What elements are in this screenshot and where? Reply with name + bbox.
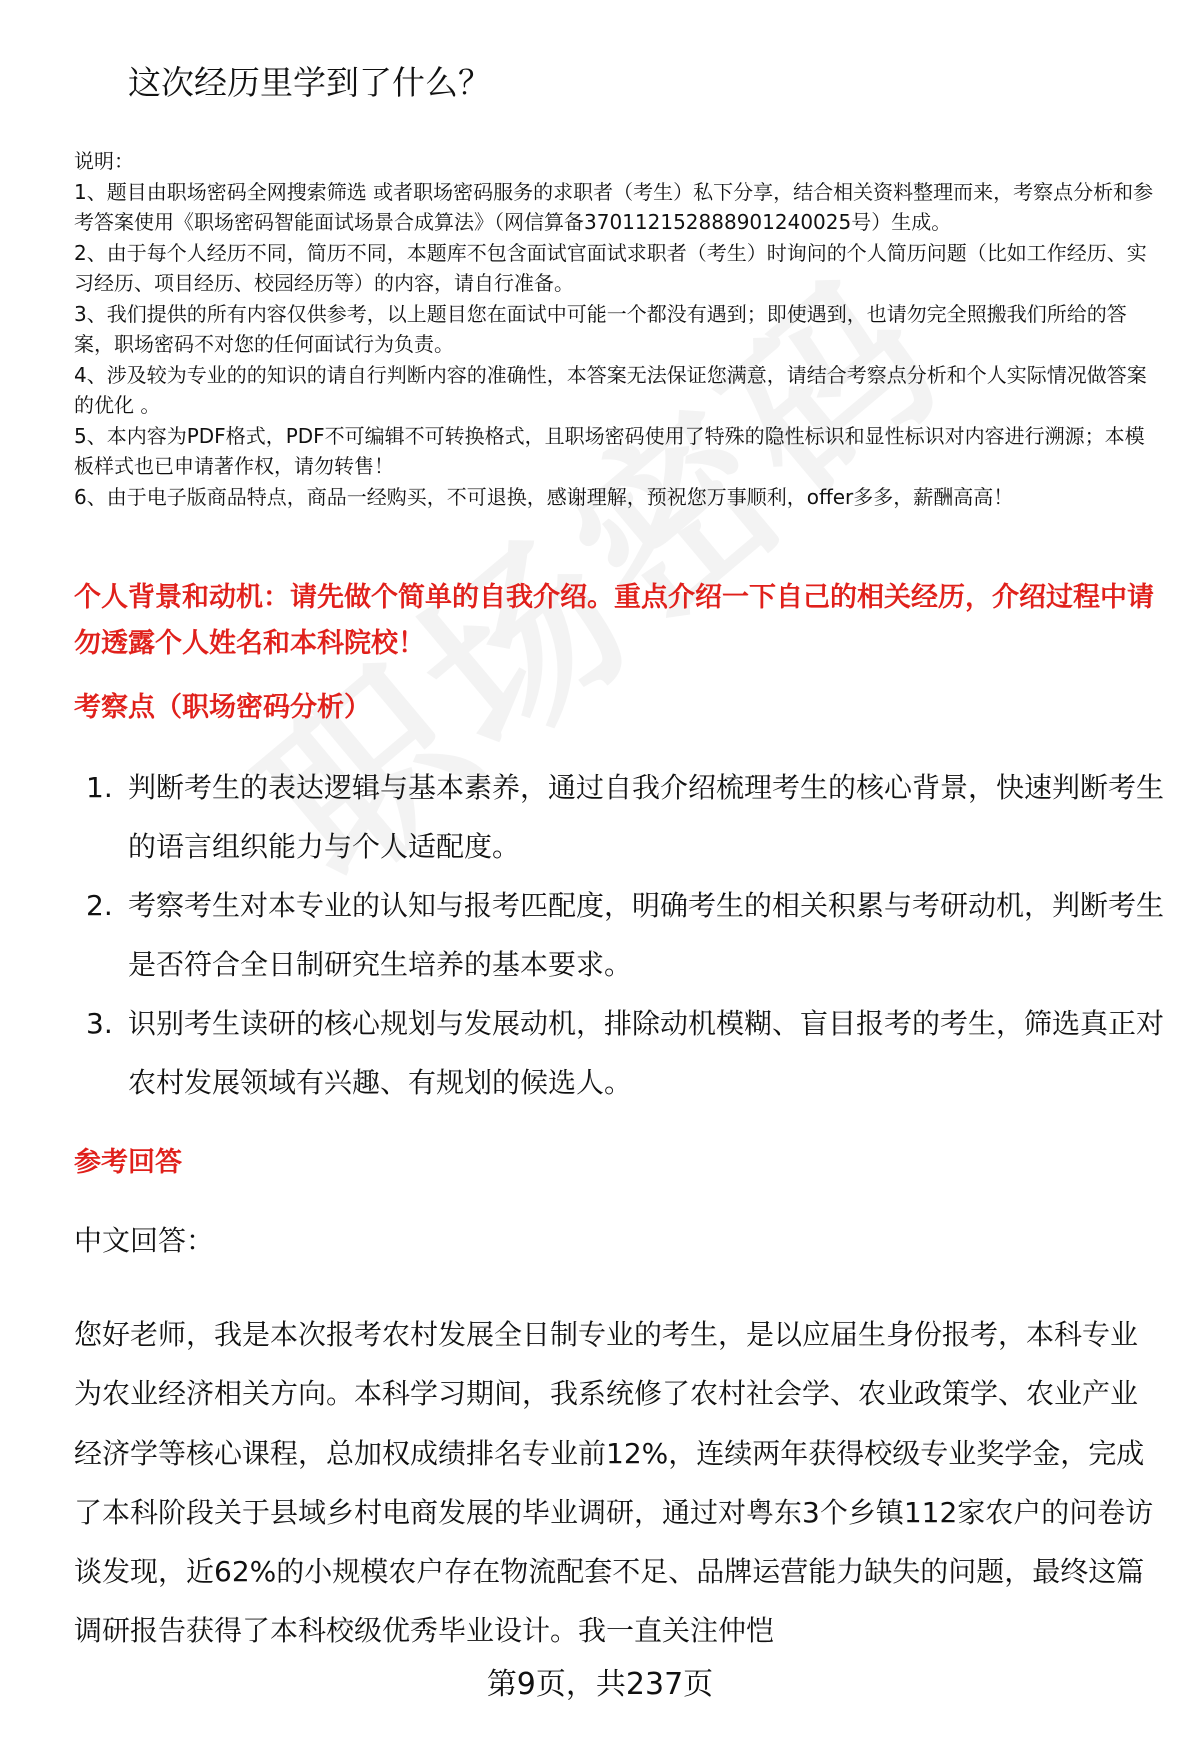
reference-answer-heading: 参考回答 <box>74 1147 182 1178</box>
analysis-point-text: 判断考生的表达逻辑与基本素养，通过自我介绍梳理考生的核心背景，快速判断考生的语言组织能力与个人适配度。 <box>128 771 1165 863</box>
analysis-point-number: 2. <box>86 889 113 922</box>
analysis-point-number: 3. <box>86 1007 113 1040</box>
page-number-footer: 第9页，共237页 <box>486 1667 714 1702</box>
notes-label: 说明： <box>74 149 134 173</box>
analysis-point-text: 考察考生对本专业的认知与报考匹配度，明确考生的相关积累与考研动机，判断考生是否符合全日制研究生培养的基本要求。 <box>128 889 1165 981</box>
intro-question-heading: 个人背景和动机：请先做个简单的自我介绍。重点介绍一下自己的相关经历，介绍过程中请勿透露个人姓名和本科院校！ <box>74 582 1154 659</box>
analysis-point <box>74 758 1164 876</box>
analysis-point <box>74 994 1164 1112</box>
analysis-point-text: 识别考生读研的核心规划与发展动机，排除动机模糊、盲目报考的考生，筛选真正对农村发展领域有兴趣、有规划的候选人。 <box>128 1007 1165 1099</box>
notes-section <box>74 146 1154 512</box>
note-item-4: 4、涉及较为专业的的知识的请自行判断内容的准确性，本答案无法保证您满意，请结合考察点分析和个人实际情况做答案的优化 。 <box>74 362 1147 417</box>
note-item-3: 3、我们提供的所有内容仅供参考，以上题目您在面试中可能一个都没有遇到；即使遇到，也请勿完全照搬我们所给的答案，职场密码不对您的任何面试行为负责。 <box>74 301 1127 356</box>
answer-language-label: 中文回答： <box>74 1224 215 1257</box>
note-item-6: 6、由于电子版商品特点，商品一经购买，不可退换，感谢理解，预祝您万事顺利，offer多多，薪酬高高！ <box>74 484 1014 509</box>
note-item-2: 2、由于每个人经历不同，简历不同，本题库不包含面试官面试求职者（考生）时询问的个人简历问题（比如工作经历、实习经历、项目经历、校园经历等）的内容，请自行准备。 <box>74 240 1147 295</box>
note-item-1: 1、题目由职场密码全网搜索筛选 或者职场密码服务的求职者（考生）私下分享，结合相关资料整理而来，考察点分析和参考答案使用《职场密码智能面试场景合成算法》（网信算备370112152888901240025号）生成。 <box>74 179 1154 234</box>
analysis-points-list <box>74 758 1164 1112</box>
analysis-point <box>74 876 1164 994</box>
interview-question-title: 这次经历里学到了什么？ <box>128 63 491 102</box>
analysis-point-number: 1. <box>86 771 113 804</box>
note-item-5: 5、本内容为PDF格式，PDF不可编辑不可转换格式，且职场密码使用了特殊的隐性标识和显性标识对内容进行溯源；本模板样式也已申请著作权，请勿转售！ <box>74 423 1145 478</box>
answer-body-text: 您好老师，我是本次报考农村发展全日制专业的考生，是以应届生身份报考，本科专业为农业经济相关方向。本科学习期间，我系统修了农村社会学、农业政策学、农业产业经济学等核心课程，总加权成绩排名专业前12%，连续两年获得校级专业奖学金，完成了本科阶段关于县域乡村电商发展的毕业调研，通过对粤东3个乡镇112家农户的问卷访谈发现，近62%的小规模农户存在物流配套不足、品牌运营能力缺失的问题，最终这篇调研报告获得了本科校级优秀毕业设计。我一直关注仲恺 <box>74 1318 1154 1648</box>
analysis-heading: 考察点（职场密码分析） <box>74 692 371 723</box>
